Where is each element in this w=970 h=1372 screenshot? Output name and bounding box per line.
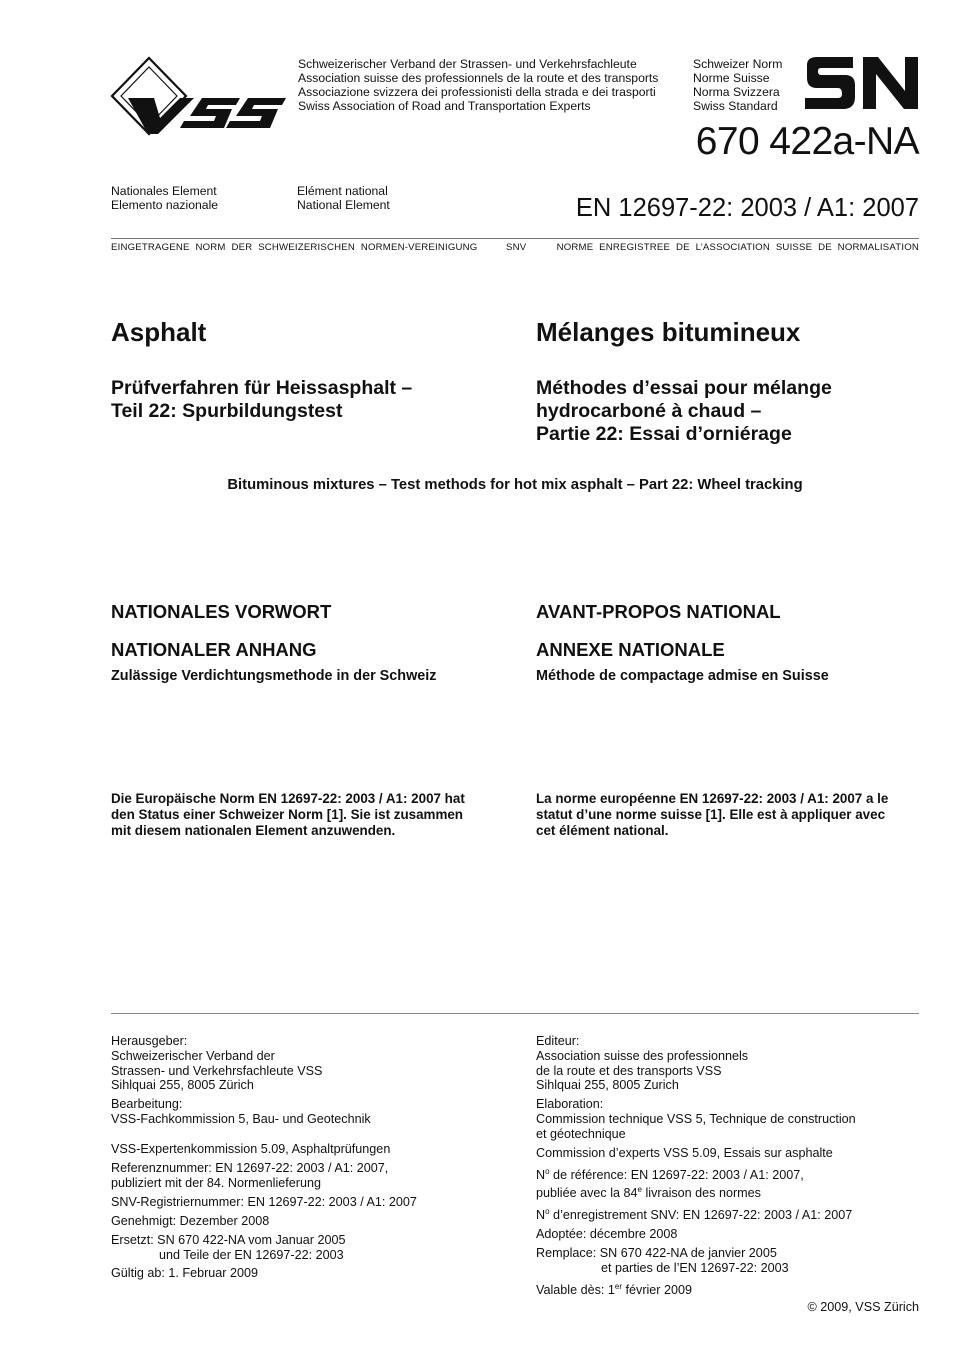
subtitle-de-line: Teil 22: Spurbildungstest [111,400,343,422]
norm-label-de: Schweizer Norm [693,57,783,71]
valid-de: Gültig ab: 1. Februar 2009 [111,1266,259,1281]
approved-fr: Adoptée: décembre 2008 [536,1227,678,1242]
editing-line: Elaboration: [536,1097,604,1112]
editing-fr [536,1097,856,1141]
body-fr-line: statut d’une norme suisse [1]. Elle est à appliquer avec [536,807,886,822]
reference-line: publiée avec la 84e livraison des normes [536,1184,761,1201]
replaces-line: Ersetzt: SN 670 422-NA vom Januar 2005 [111,1232,346,1247]
en-reference: EN 12697-22: 2003 / A1: 2007 [575,194,919,222]
editing-line: VSS-Fachkommission 5, Bau- und Geotechnik [111,1112,371,1127]
element-label-fr: Elément national [297,184,388,198]
publisher-line: Schweizerischer Verband der [111,1048,275,1063]
heading-foreword-fr: AVANT-PROPOS NATIONAL [536,601,781,622]
publisher-line: Strassen- und Verkehrsfachleute VSS [111,1063,323,1078]
association-de: Schweizerischer Verband der Strassen- und Verkehrsfachleute [298,57,637,71]
norm-number: 670 422a-NA [695,120,919,163]
replaces-de [111,1233,417,1263]
body-fr [536,791,888,839]
approved-de: Genehmigt: Dezember 2008 [111,1213,270,1228]
registry-snv: SNV [506,242,527,253]
publisher-line: de la route et des transports VSS [536,1063,722,1078]
element-labels-fr [297,184,390,212]
heading-foreword-de: NATIONALES VORWORT [111,601,332,622]
subtitle-de-line: Prüfverfahren für Heissasphalt – [111,377,413,399]
publisher-line: Editeur: [536,1034,580,1048]
heading-method-fr: Méthode de compactage admise en Suisse [536,668,829,684]
heading-method-de: Zulässige Verdichtungsmethode in der Schweiz [111,668,437,684]
title-en: Bituminous mixtures – Test methods for hot mix asphalt – Part 22: Wheel tracking [227,477,803,493]
association-it: Associazione svizzera dei professionisti della strada e dei trasporti [298,85,656,99]
registry-fr: NORME ENREGISTREE DE L’ASSOCIATION SUISSE DE NORMALISATION [556,242,919,253]
reference-line: $N^o$ de référence: EN 12697-22: 2003 / A1: 2007, [536,1166,804,1183]
replaces-fr [536,1246,856,1276]
body-de-line: Die Europäische Norm EN 12697-22: 2003 / A1: 2007 hat [111,791,465,806]
footer-fr [536,1034,856,1302]
element-label-it: Elemento nazionale [111,198,219,212]
sn-logo [803,57,920,109]
association-fr: Association suisse des professionnels de la route et des transports [298,71,659,85]
vss-logo [110,56,292,138]
subtitle-de [111,377,412,423]
heading-annex-fr: ANNEXE NATIONALE [536,639,725,660]
subtitle-fr-line: hydrocarboné à chaud – [536,400,762,422]
norm-label-it: Norma Svizzera [693,85,780,99]
replaces-line: Remplace: SN 670 422-NA de janvier 2005 [536,1246,777,1261]
element-labels-de [111,184,218,212]
association-names [298,57,658,113]
reference-line: publiziert mit der 84. Normenlieferung [111,1175,321,1190]
replaces-line: et parties de l’EN 12697-22: 2003 [601,1261,789,1276]
reference-line: Referenznummer: EN 12697-22: 2003 / A1: 2007, [111,1160,389,1175]
editing-line: et géotechnique [536,1126,626,1141]
publisher-line: Association suisse des professionnels [536,1048,749,1063]
body-fr-line: La norme européenne EN 12697-22: 2003 / A1: 2007 a le [536,791,889,806]
expert-commission-fr: Commission d’experts VSS 5.09, Essais sur asphalte [536,1145,833,1160]
body-de-line: mit diesem nationalen Element anzuwenden. [111,823,396,838]
publisher-de [111,1034,417,1093]
element-label-en: National Element [297,198,390,212]
heading-annex-de: NATIONALER ANHANG [111,639,317,660]
valid-fr: Valable dès: 1er février 2009 [536,1282,693,1298]
editing-line: Bearbeitung: [111,1097,183,1112]
publisher-line: Sihlquai 255, 8005 Zürich [111,1078,254,1093]
editing-de [111,1097,417,1127]
replaces-line: und Teile der EN 12697-22: 2003 [159,1247,344,1262]
element-label-de: Nationales Element [111,184,217,198]
registry-de: EINGETRAGENE NORM DER SCHWEIZERISCHEN NORMEN-VEREINIGUNG [111,242,478,253]
editing-line: Commission technique VSS 5, Technique de construction [536,1112,856,1127]
footer-de [111,1034,417,1285]
reference-fr [536,1165,856,1201]
association-en: Swiss Association of Road and Transportation Experts [298,99,591,113]
title-fr: Mélanges bitumineux [536,317,801,347]
norm-label-fr: Norme Suisse [693,71,770,85]
publisher-line: Herausgeber: [111,1034,188,1048]
subtitle-fr-line: Partie 22: Essai d’orniérage [536,423,792,445]
subtitle-fr [536,377,832,446]
publisher-fr [536,1034,856,1093]
expert-commission-de: VSS-Expertenkommission 5.09, Asphaltprüfungen [111,1141,391,1156]
reference-de [111,1161,417,1191]
norm-labels [693,57,782,113]
snv-number-de: SNV-Registriernummer: EN 12697-22: 2003 / A1: 2007 [111,1194,417,1209]
body-de [111,791,465,839]
header-divider [111,238,919,239]
title-de: Asphalt [111,317,207,347]
body-de-line: den Status einer Schweizer Norm [1]. Sie ist zusammen [111,807,463,822]
subtitle-fr-line: Méthodes d’essai pour mélange [536,377,832,399]
footer-divider [111,1013,919,1014]
copyright: © 2009, VSS Zürich [807,1300,919,1314]
publisher-line: Sihlquai 255, 8005 Zurich [536,1078,679,1093]
snv-number-fr: $N^o$ d’enregistrement SNV: EN 12697-22: 2003 / A1: 2007 [536,1207,853,1223]
norm-label-en: Swiss Standard [693,99,778,113]
body-fr-line: cet élément national. [536,823,669,838]
